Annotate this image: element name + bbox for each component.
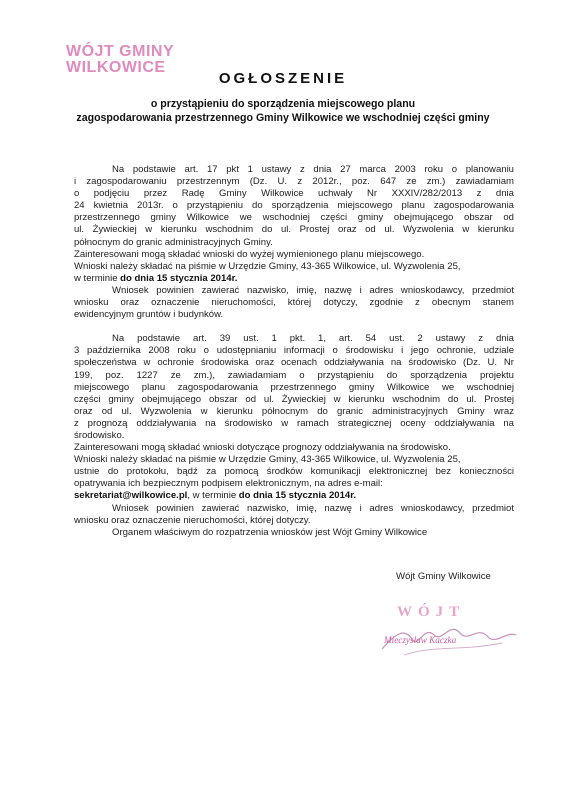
section1-line: przestrzennego gminy Wilkowice we wschodniej części gminy obejmującego obszar od: [74, 212, 514, 224]
section1-line: Na podstawie art. 17 pkt 1 ustawy z dnia 27 marca 2003 roku o planowaniu: [112, 164, 514, 175]
section2-line: środowisko.: [74, 429, 125, 441]
section2-line: z prognozą oddziaływania na środowisko w ramach strategicznej oceny oddziaływania na: [74, 417, 514, 429]
section2-line: 199, poz. 1227 ze zm.), zawiadamiam o przystąpieniu do sporządzenia projektu: [74, 369, 514, 381]
section2-line: 3 października 2008 roku o udostępnianiu informacji o środowisku i jego ochronie, udziale: [74, 345, 514, 357]
section2-line: oraz od ul. Wyzwolenia w kierunku północnym do granic administracyjnych Gminy wraz: [74, 405, 514, 417]
section1-request-line: wniosku oraz oznaczenie nieruchomości, której dotyczy, zgodnie z obecnym stanem: [74, 297, 514, 309]
section1-line: Wnioski należy składać na piśmie w Urzędzie Gminy, 43-365 Wilkowice, ul. Wyzwolenia 25,: [74, 260, 461, 272]
section2-line: społeczeństwa w ochronie środowiska oraz ocenach oddziaływania na środowisko (Dz. U. Nr: [74, 357, 514, 369]
document-title: OGŁOSZENIE: [218, 70, 348, 87]
section2-deadline: do dnia 15 stycznia 2014r.: [238, 490, 357, 502]
document-body: [74, 164, 514, 539]
subtitle-line-2: zagospodarowania przestrzennego Gminy Wilkowice we wschodniej części gminy: [76, 112, 490, 124]
logo-line-1: WÓJT GMINY: [66, 43, 175, 60]
contact-email[interactable]: sekretariat@wilkowice.pl: [74, 490, 188, 502]
section1-line: północnym do granic administracyjnych Gminy.: [74, 236, 273, 248]
handwritten-signature: [374, 615, 524, 665]
official-stamp: WÓJT: [397, 604, 466, 620]
section2-line: Zainteresowani mogą składać wnioski dotyczące prognozy oddziaływania na środowisko.: [74, 442, 451, 454]
section2-line: miejscowego planu zagospodarowania przestrzennego gminy Wilkowice we wschodniej: [74, 381, 514, 393]
section1-deadline-prefix: w terminie: [74, 272, 121, 284]
section2-line: Na podstawie art. 39 ust. 1 pkt. 1, art. 54 ust. 2 ustawy z dnia: [112, 333, 514, 345]
signatory-title: Wójt Gminy Wilkowice: [396, 571, 491, 582]
section2-line: ustnie do protokołu, bądź za pomocą środków komunikacji elektronicznej bez konieczności: [74, 466, 514, 478]
section1-line: 24 kwietnia 2013r. o przystąpieniu do sporządzenia miejscowego planu zagospodarowania: [74, 200, 514, 212]
section2-request-line: wniosku oraz oznaczenie nieruchomości, której dotyczy.: [74, 514, 311, 526]
section1-line: Zainteresowani mogą składać wnioski do wyżej wymienionego planu miejscowego.: [74, 248, 425, 260]
section1-line: o podjęciu przez Radę Gminy Wilkowice uchwały Nr XXXIV/282/2013 z dnia: [74, 188, 514, 200]
section1-deadline: do dnia 15 stycznia 2014r.: [120, 272, 238, 284]
section1-request-line: ewidencyjnym gruntów i budynków.: [74, 309, 224, 321]
section1-request-line: Wniosek powinien zawierać nazwisko, imię, nazwę i adres wnioskodawcy, przedmiot: [112, 284, 514, 296]
section1-deadline-line: [74, 273, 514, 285]
document-subtitle: [60, 97, 506, 125]
section1-line: ul. Żywieckiej w kierunku wschodnim do ul. Prostej oraz od ul. Wyzwolenia w kierunku: [74, 224, 514, 236]
stamp-name: Mieczysław Kaczka: [384, 635, 457, 645]
section2-email-line: [74, 490, 514, 502]
section2-line: Wnioski należy składać na piśmie w Urzędzie Gminy, 43-365 Wilkowice, ul. Wyzwolenia 25,: [74, 454, 461, 466]
section1-line: i zagospodarowaniu przestrzennym (Dz. U. z 2012r., poz. 647 ze zm.) zawiadamiam: [74, 176, 514, 188]
section2-request-line: Wniosek powinien zawierać nazwisko, imię, nazwę i adres wnioskodawcy, przedmiot: [112, 502, 514, 514]
logo-line-2: WILKOWICE: [66, 59, 166, 76]
subtitle-line-1: o przystąpieniu do sporządzenia miejscowego planu: [150, 98, 416, 110]
section2-line: części gminy obejmującego obszar od ul. Żywieckiej w kierunku wschodnim do ul. Prostej: [74, 393, 514, 405]
section2-line: opatrywania ich bezpiecznym podpisem elektronicznym, na adres e-mail:: [74, 478, 383, 490]
section2-deadline-prefix: , w terminie: [187, 490, 239, 502]
competent-authority-line: Organem właściwym do rozpatrzenia wniosków jest Wójt Gminy Wilkowice: [112, 526, 428, 538]
